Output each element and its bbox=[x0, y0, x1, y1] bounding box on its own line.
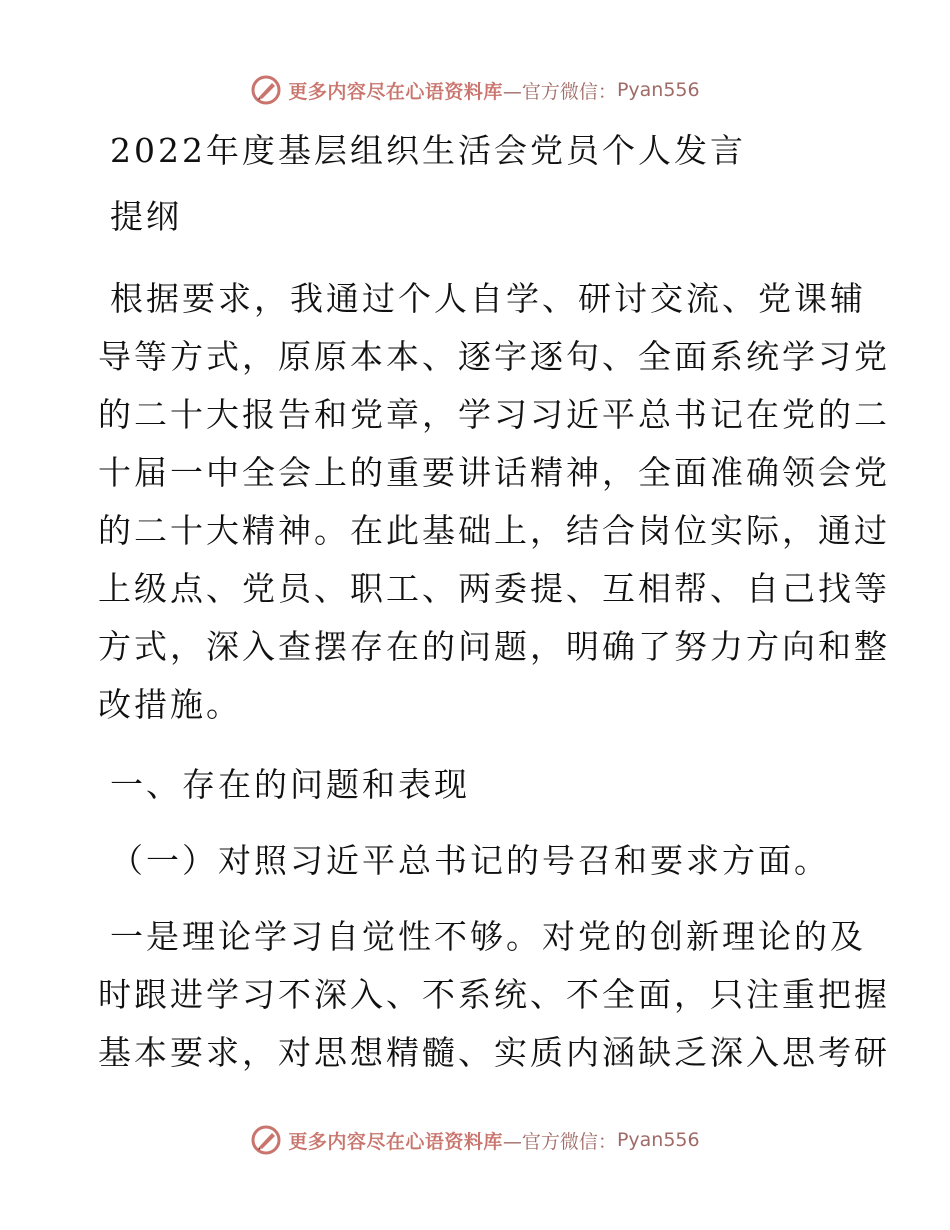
paragraph-line: 导等方式，原原本本、逐字逐句、全面系统学习党 bbox=[98, 337, 890, 376]
paragraph-line: 十届一中全会上的重要讲话精神，全面准确领会党 bbox=[98, 453, 890, 492]
pen-logo-icon bbox=[250, 74, 282, 106]
paragraph-line: 一是理论学习自觉性不够。对党的创新理论的及 bbox=[110, 917, 866, 956]
pen-logo-icon bbox=[250, 1124, 282, 1156]
watermark-bottom bbox=[0, 1120, 950, 1160]
paragraph-line: 的二十大报告和党章，学习习近平总书记在党的二 bbox=[98, 395, 890, 434]
paragraph-line: 改措施。 bbox=[98, 685, 242, 724]
subsection-heading: （一）对照习近平总书记的号召和要求方面。 bbox=[110, 841, 830, 880]
watermark-top bbox=[0, 70, 950, 110]
watermark-account: Pyan556 bbox=[616, 1129, 700, 1151]
watermark-brand: 更多内容尽在心语资料库 bbox=[288, 80, 503, 103]
watermark-account: Pyan556 bbox=[616, 79, 700, 101]
watermark-separator: —官方微信： bbox=[502, 80, 617, 103]
problem-paragraph bbox=[98, 908, 890, 1082]
paragraph-line: 方式，深入查摆存在的问题，明确了努力方向和整 bbox=[98, 627, 890, 666]
section-heading: 一、存在的问题和表现 bbox=[110, 765, 470, 804]
paragraph-line: 的二十大精神。在此基础上，结合岗位实际，通过 bbox=[98, 511, 890, 550]
paragraph-line: 上级点、党员、职工、两委提、互相帮、自己找等 bbox=[98, 569, 890, 608]
intro-paragraph bbox=[98, 270, 890, 734]
watermark-separator: —官方微信： bbox=[502, 1130, 617, 1153]
document-body bbox=[98, 122, 890, 1082]
document-title-continued: 提纲 bbox=[110, 197, 182, 236]
watermark-brand: 更多内容尽在心语资料库 bbox=[288, 1130, 503, 1153]
paragraph-line: 时跟进学习不深入、不系统、不全面，只注重把握 bbox=[98, 975, 890, 1014]
document-title: 2022年度基层组织生活会党员个人发言 bbox=[110, 131, 746, 170]
paragraph-line: 基本要求，对思想精髓、实质内涵缺乏深入思考研 bbox=[98, 1033, 890, 1072]
paragraph-line: 根据要求，我通过个人自学、研讨交流、党课辅 bbox=[110, 279, 866, 318]
